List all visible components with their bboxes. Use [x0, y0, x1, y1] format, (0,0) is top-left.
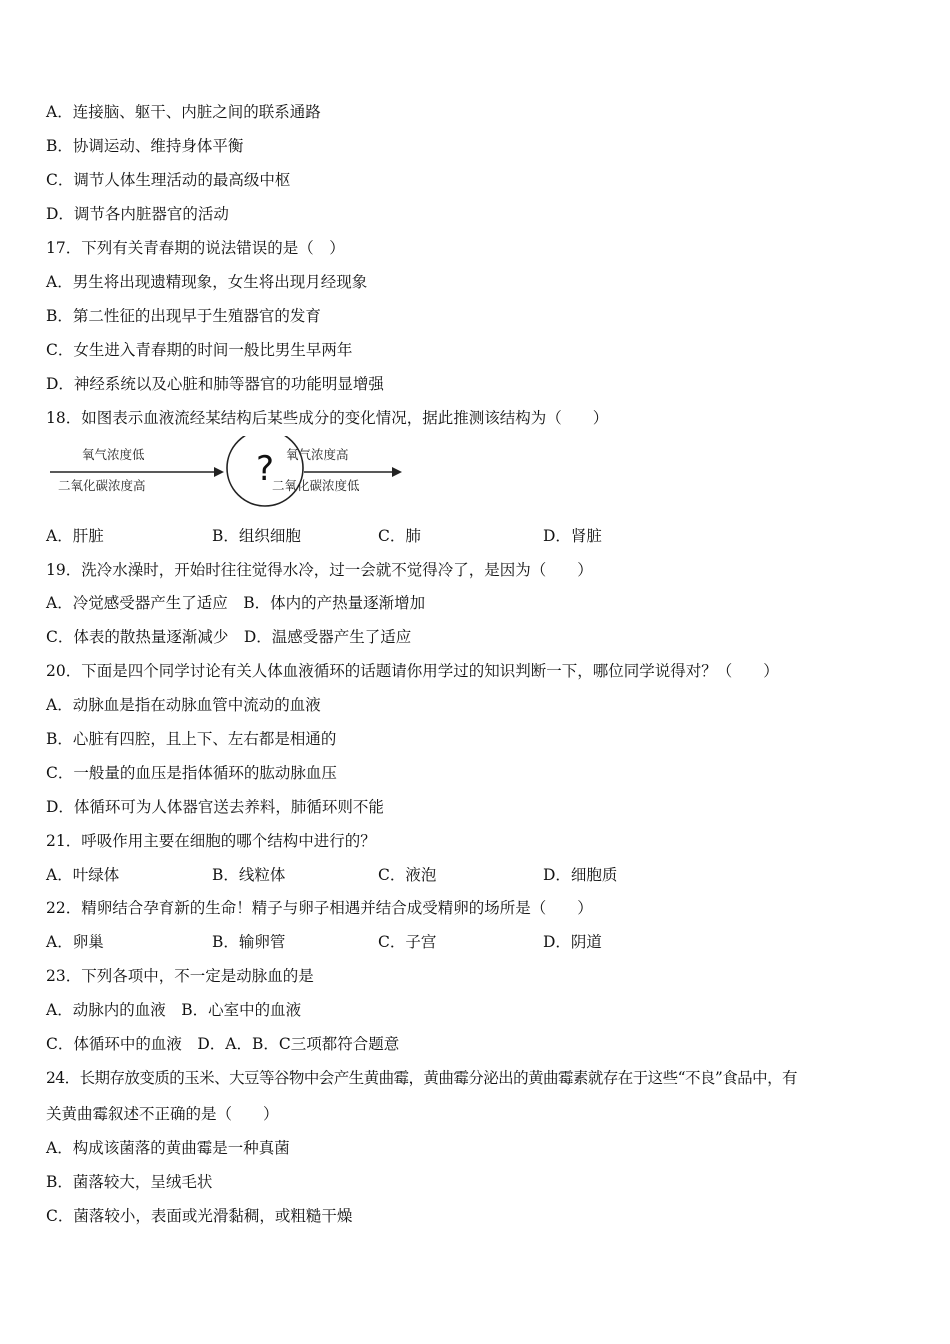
q23-stem: 23．下列各项中，不一定是动脉血的是: [46, 967, 314, 985]
q24-option-c: C．菌落较小，表面或光滑黏稠，或粗糙干燥: [46, 1207, 353, 1225]
q18-option-d: D．肾脏: [543, 527, 602, 545]
q21-option-d: D．细胞质: [543, 866, 618, 884]
q16-option-b: B．协调运动、维持身体平衡: [46, 137, 244, 155]
q24-option-a: A．构成该菌落的黄曲霉是一种真菌: [46, 1139, 290, 1157]
q21-option-b: B．线粒体: [212, 866, 286, 884]
q18-option-c: C．肺: [378, 527, 421, 545]
q19-options-cd: C．体表的散热量逐渐减少 D．温感受器产生了适应: [46, 628, 412, 646]
q18-stem: 18．如图表示血液流经某结构后某些成分的变化情况，据此推测该结构为（ ）: [46, 409, 609, 427]
q21-option-a: A．叶绿体: [46, 866, 120, 884]
q22-option-b: B．输卵管: [212, 933, 286, 951]
q17-stem: 17．下列有关青春期的说法错误的是（ ）: [46, 239, 345, 257]
q16-option-c: C．调节人体生理活动的最高级中枢: [46, 171, 291, 189]
q22-option-c: C．子宫: [378, 933, 437, 951]
q18-option-a: A．肝脏: [46, 527, 104, 545]
q20-stem: 20．下面是四个同学讨论有关人体血液循环的话题请你用学过的知识判断一下，哪位同学说得对？（ ）: [46, 662, 779, 680]
q19-options-ab: A．冷觉感受器产生了适应 B．体内的产热量逐渐增加: [46, 594, 426, 612]
right-top-label: 氧气浓度高: [286, 447, 349, 462]
q16-option-a: A．连接脑、躯干、内脏之间的联系通路: [46, 103, 321, 121]
q21-option-c: C．液泡: [378, 866, 437, 884]
q17-option-d: D．神经系统以及心脏和肺等器官的功能明显增强: [46, 375, 384, 393]
q24-stem-line2: 关黄曲霉叙述不正确的是（ ）: [46, 1105, 279, 1123]
question-mark: ?: [255, 449, 275, 489]
right-bottom-label: 二氧化碳浓度低: [272, 478, 360, 493]
q18-option-b: B．组织细胞: [212, 527, 301, 545]
right-arrow-head: [392, 467, 402, 477]
q20-option-c: C．一般量的血压是指体循环的肱动脉血压: [46, 764, 337, 782]
blood-flow-diagram: [46, 436, 406, 508]
left-bottom-label: 二氧化碳浓度高: [58, 478, 146, 493]
q20-option-d: D．体循环可为人体器官送去养料，肺循环则不能: [46, 798, 384, 816]
q23-options-cd: C．体循环中的血液 D．A．B．C三项都符合题意: [46, 1035, 400, 1053]
q22-option-d: D．阴道: [543, 933, 602, 951]
q24-option-b: B．菌落较大，呈绒毛状: [46, 1173, 213, 1191]
q20-option-a: A．动脉血是指在动脉血管中流动的血液: [46, 696, 321, 714]
q23-options-ab: A．动脉内的血液 B．心室中的血液: [46, 1001, 302, 1019]
q17-option-c: C．女生进入青春期的时间一般比男生早两年: [46, 341, 353, 359]
q22-option-a: A．卵巢: [46, 933, 104, 951]
q24-stem-line1: 24．长期存放变质的玉米、大豆等谷物中会产生黄曲霉，黄曲霉分泌出的黄曲霉素就存在于这些“不良”食品中，有: [46, 1069, 797, 1087]
q17-option-b: B．第二性征的出现早于生殖器官的发育: [46, 307, 321, 325]
q16-option-d: D．调节各内脏器官的活动: [46, 205, 229, 223]
q21-stem: 21．呼吸作用主要在细胞的哪个结构中进行的？: [46, 832, 376, 850]
q19-stem: 19．洗冷水澡时，开始时往往觉得水冷，过一会就不觉得冷了，是因为（ ）: [46, 561, 593, 579]
q20-option-b: B．心脏有四腔，且上下、左右都是相通的: [46, 730, 337, 748]
left-arrow-head: [214, 467, 224, 477]
left-top-label: 氧气浓度低: [82, 447, 145, 462]
q22-stem: 22．精卵结合孕育新的生命！精子与卵子相遇并结合成受精卵的场所是（ ）: [46, 899, 593, 917]
q17-option-a: A．男生将出现遗精现象，女生将出现月经现象: [46, 273, 368, 291]
